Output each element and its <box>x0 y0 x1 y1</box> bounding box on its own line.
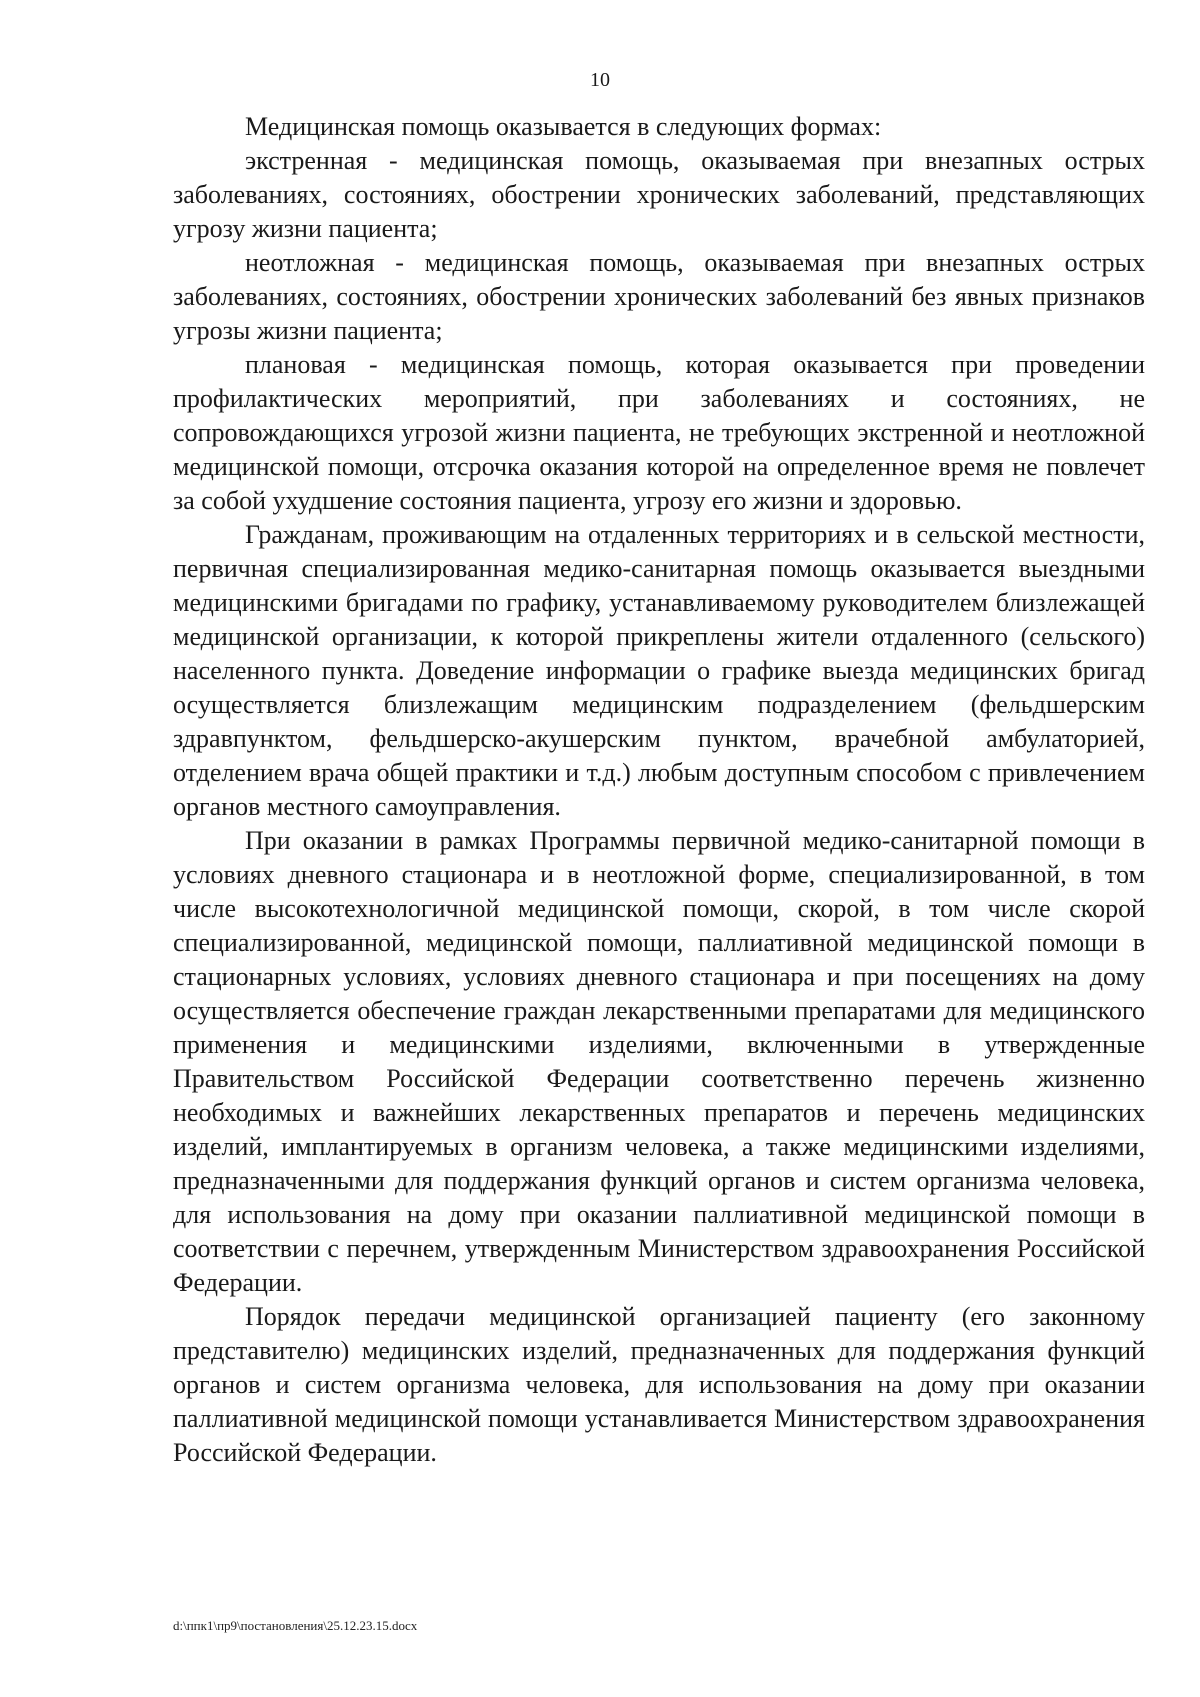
paragraph-drug-provision: При оказании в рамках Программы первичной медико-санитарной помощи в условиях дневного стационара и в неотложной форме, специализированной, в том числе высокотехнологичной медицинской помощи, скорой, в том числе скорой специализированной, медицинской помощи, паллиативной медицинской помощи в стационарных условиях, условиях дневного стационара и при посещениях на дому осуществляется обеспечение граждан лекарственными препаратами для медицинского применения и медицинскими изделиями, включенными в утвержденные Правительством Российской Федерации соответственно перечень жизненно необходимых и важнейших лекарственных препаратов и перечень медицинских изделий, имплантируемых в организм человека, а также медицинскими изделиями, предназначенными для поддержания функций органов и систем организма человека, для использования на дому при оказании паллиативной медицинской помощи в соответствии с перечнем, утвержденным Министерством здравоохранения Российской Федерации. <box>173 826 1145 1297</box>
document-body <box>173 110 1145 1470</box>
paragraph-remote-areas: Гражданам, проживающим на отдаленных территориях и в сельской местности, первичная специализированная медико-санитарная помощь оказывается выездными медицинскими бригадами по графику, устанавливаемому руководителем близлежащей медицинской организации, к которой прикреплены жители отдаленного (сельского) населенного пункта. Доведение информации о графике выезда медицинских бригад осуществляется близлежащим медицинским подразделением (фельдшерским здравпунктом, фельдшерско-акушерским пунктом, врачебной амбулаторией, отделением врача общей практики и т.д.) любым доступным способом с привлечением органов местного самоуправления. <box>173 520 1145 821</box>
paragraph-emergency: экстренная - медицинская помощь, оказываемая при внезапных острых заболеваниях, состояниях, обострении хронических заболеваний, представляющих угрозу жизни пациента; <box>173 146 1145 243</box>
page-number: 10 <box>590 69 610 91</box>
footer-file-path: d:\ппк1\пр9\постановления\25.12.23.15.docx <box>173 1618 418 1633</box>
paragraph-urgent: неотложная - медицинская помощь, оказываемая при внезапных острых заболеваниях, состояниях, обострении хронических заболеваний без явных признаков угрозы жизни пациента; <box>173 248 1145 345</box>
paragraph-device-transfer: Порядок передачи медицинской организацией пациенту (его законному представителю) медицинских изделий, предназначенных для поддержания функций органов и систем организма человека, для использования на дому при оказании паллиативной медицинской помощи устанавливается Министерством здравоохранения Российской Федерации. <box>173 1302 1145 1467</box>
paragraph-forms-intro: Медицинская помощь оказывается в следующих формах: <box>245 112 882 141</box>
paragraph-planned: плановая - медицинская помощь, которая оказывается при проведении профилактических мероприятий, при заболеваниях и состояниях, не сопровождающихся угрозой жизни пациента, не требующих экстренной и неотложной медицинской помощи, отсрочка оказания которой на определенное время не повлечет за собой ухудшение состояния пациента, угрозу его жизни и здоровью. <box>173 350 1145 515</box>
